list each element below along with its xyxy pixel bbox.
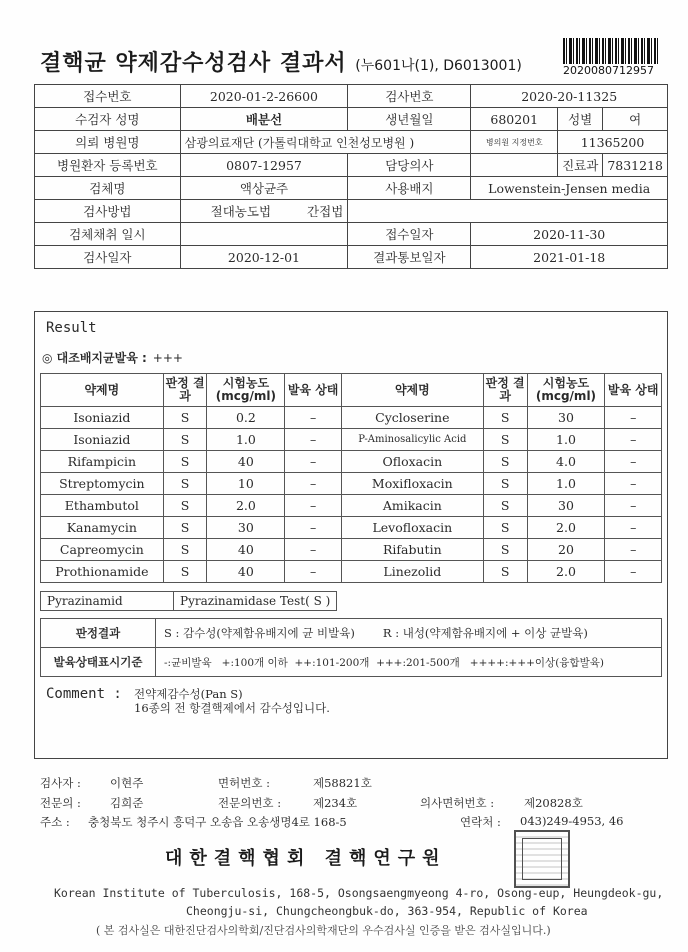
drug-result-left: S	[163, 561, 207, 583]
doctor-license: 제20828호	[524, 796, 583, 810]
header-result-right: 판정 결과	[483, 374, 527, 407]
contact-label: 연락처 :	[460, 815, 501, 829]
specimen: 액상균주	[180, 177, 348, 200]
drug-name-right: Moxifloxacin	[341, 473, 483, 495]
comment-heading: Comment :	[46, 686, 122, 702]
doctor	[471, 154, 558, 177]
drug-name-right: Amikacin	[341, 495, 483, 517]
title-text: 결핵균 약제감수성검사 결과서	[40, 51, 347, 76]
drug-growth-left: –	[285, 539, 342, 561]
drug-growth-right: –	[605, 495, 662, 517]
pyrazinamid-table	[40, 591, 337, 611]
drug-result-right: S	[483, 473, 527, 495]
header-growth-left: 발육 상태	[285, 374, 342, 407]
drug-conc-right: 1.0	[527, 429, 605, 451]
method-1: 절대농도법	[210, 204, 272, 219]
table-row	[41, 517, 662, 539]
drug-conc-right: 30	[527, 495, 605, 517]
receipt-no: 2020-01-2-26600	[180, 85, 348, 108]
comment-line-1: 전약제감수성(Pan S)	[134, 687, 243, 701]
drug-growth-left: –	[285, 451, 342, 473]
drug-conc-right: 2.0	[527, 561, 605, 583]
drug-growth-right: –	[605, 539, 662, 561]
drug-conc-left: 40	[207, 451, 285, 473]
drug-name-left: Ethambutol	[41, 495, 164, 517]
result-heading: Result	[46, 320, 97, 336]
judgement-text	[156, 619, 662, 648]
reg-no: 0807-12957	[180, 154, 348, 177]
legend-table	[40, 618, 662, 677]
table-row	[41, 429, 662, 451]
receive-label: 접수일자	[348, 223, 471, 246]
method-empty	[348, 200, 668, 223]
comment-line-2: 16종의 전 항결핵제에서 감수성입니다.	[134, 701, 330, 715]
drug-name-right: Cycloserine	[341, 407, 483, 429]
specialist-label: 전문의 :	[40, 796, 81, 810]
drug-name-left: Isoniazid	[41, 407, 164, 429]
drug-growth-right: –	[605, 517, 662, 539]
doctor-label: 담당의사	[348, 154, 471, 177]
test-date-label: 검사일자	[35, 246, 181, 269]
drug-name-right: Linezolid	[341, 561, 483, 583]
drug-result-left: S	[163, 407, 207, 429]
drug-result-right: S	[483, 451, 527, 473]
title-code: (누601나(1), D6013001)	[355, 58, 522, 74]
drug-name-left: Capreomycin	[41, 539, 164, 561]
drug-conc-left: 0.2	[207, 407, 285, 429]
receipt-no-label: 접수번호	[35, 85, 181, 108]
table-row	[41, 407, 662, 429]
drug-growth-left: –	[285, 473, 342, 495]
header-result-left: 판정 결과	[163, 374, 207, 407]
dept-label: 진료과	[558, 154, 603, 177]
medium-label: 사용배지	[348, 177, 471, 200]
drug-growth-right: –	[605, 451, 662, 473]
sex: 여	[603, 108, 668, 131]
english-address-line-1: Korean Institute of Tuberculosis, 168-5, Osongsaengmyeong 4-ro, Osong-eup, Heungdeok-gu,	[54, 886, 664, 900]
drug-name-left: Prothionamide	[41, 561, 164, 583]
patient-name: 배분선	[180, 108, 348, 131]
drug-result-right: S	[483, 407, 527, 429]
drug-name-right: P-Aminosalicylic Acid	[341, 429, 483, 451]
contact: 043)249-4953, 46	[520, 814, 624, 828]
drug-growth-right: –	[605, 561, 662, 583]
drug-conc-left: 30	[207, 517, 285, 539]
drug-name-right: Levofloxacin	[341, 517, 483, 539]
receive: 2020-11-30	[471, 223, 668, 246]
drug-result-left: S	[163, 539, 207, 561]
test-no-label: 검사번호	[348, 85, 471, 108]
drug-result-right: S	[483, 517, 527, 539]
drug-conc-right: 20	[527, 539, 605, 561]
drug-name-right: Ofloxacin	[341, 451, 483, 473]
sex-label: 성별	[558, 108, 603, 131]
report: 2021-01-18	[471, 246, 668, 269]
header-conc-left: 시험농도 (mcg/ml)	[207, 374, 285, 407]
barcode-number: 2020080712957	[563, 64, 654, 77]
drug-table	[40, 373, 662, 583]
judgement-r: R : 내성(약제함유배지에 + 이상 균발육)	[382, 626, 588, 640]
inst-code-label: 병의원 지정번호	[471, 131, 558, 154]
drug-result-left: S	[163, 451, 207, 473]
method-label: 검사방법	[35, 200, 181, 223]
test-no: 2020-20-11325	[471, 85, 668, 108]
header-growth-right: 발육 상태	[605, 374, 662, 407]
doctor-license-label: 의사면허번호 :	[420, 796, 495, 810]
specialist-no: 제234호	[313, 796, 358, 810]
drug-result-left: S	[163, 473, 207, 495]
header-drug-right: 약제명	[341, 374, 483, 407]
drug-growth-left: –	[285, 561, 342, 583]
english-address-line-2: Cheongju-si, Chungcheongbuk-do, 363-954, Republic of Korea	[186, 904, 588, 918]
dept: 7831218	[603, 154, 668, 177]
drug-growth-right: –	[605, 407, 662, 429]
drug-result-left: S	[163, 429, 207, 451]
judgement-label: 판정결과	[41, 619, 156, 648]
dob-label: 생년월일	[348, 108, 471, 131]
official-seal	[514, 830, 570, 888]
license-label: 면허번호 :	[218, 776, 270, 790]
drug-conc-right: 1.0	[527, 473, 605, 495]
specialist: 김희준	[110, 796, 144, 810]
drug-conc-left: 10	[207, 473, 285, 495]
pyrazinamid-label: Pyrazinamid	[41, 592, 174, 611]
certification-note: ( 본 검사실은 대한진단검사의학회/진단검사의학재단의 우수검사실 인증을 받은 검사실입니다.)	[96, 924, 551, 937]
table-row	[41, 451, 662, 473]
dob: 680201	[471, 108, 558, 131]
drug-growth-left: –	[285, 517, 342, 539]
table-row	[41, 473, 662, 495]
collect-label: 검체채취 일시	[35, 223, 181, 246]
drug-growth-left: –	[285, 429, 342, 451]
drug-result-right: S	[483, 561, 527, 583]
patient-label: 수검자 성명	[35, 108, 181, 131]
hospital-label: 의뢰 병원명	[35, 131, 181, 154]
drug-result-right: S	[483, 429, 527, 451]
drug-conc-right: 2.0	[527, 517, 605, 539]
drug-name-left: Kanamycin	[41, 517, 164, 539]
collect	[180, 223, 348, 246]
header-drug-left: 약제명	[41, 374, 164, 407]
drug-result-right: S	[483, 495, 527, 517]
drug-growth-right: –	[605, 429, 662, 451]
drug-name-left: Rifampicin	[41, 451, 164, 473]
inst-code: 11365200	[558, 131, 668, 154]
medium: Lowenstein-Jensen media	[471, 177, 668, 200]
drug-result-left: S	[163, 517, 207, 539]
table-row	[41, 561, 662, 583]
drug-result-right: S	[483, 539, 527, 561]
method	[180, 200, 348, 223]
report-label: 결과통보일자	[348, 246, 471, 269]
control-growth	[42, 349, 183, 366]
drug-growth-left: –	[285, 407, 342, 429]
drug-growth-left: –	[285, 495, 342, 517]
control-growth-label: ◎ 대조배지균발육 :	[42, 351, 147, 365]
drug-conc-left: 40	[207, 539, 285, 561]
pyrazinamid-value: Pyrazinamidase Test( S )	[174, 592, 337, 611]
header-conc-right: 시험농도 (mcg/ml)	[527, 374, 605, 407]
drug-conc-left: 1.0	[207, 429, 285, 451]
specimen-label: 검체명	[35, 177, 181, 200]
specialist-no-label: 전문의번호 :	[218, 796, 282, 810]
drug-name-left: Streptomycin	[41, 473, 164, 495]
drug-result-left: S	[163, 495, 207, 517]
growth-label: 발육상태표시기준	[41, 648, 156, 677]
license: 제58821호	[313, 776, 372, 790]
document-title	[40, 46, 522, 77]
method-2: 간접법	[307, 204, 344, 219]
address-label: 주소 :	[40, 815, 70, 829]
drug-conc-right: 4.0	[527, 451, 605, 473]
barcode	[563, 38, 660, 64]
judgement-s: S : 감수성(약제함유배지에 균 비발육)	[164, 626, 355, 640]
hospital: 삼광의료재단 (가톨릭대학교 인천성모병원 )	[180, 131, 471, 154]
drug-growth-right: –	[605, 473, 662, 495]
growth-text: -:균비발육 +:100개 이하 ++:101-200개 +++:201-500개 ++++:+++이상(융합발육)	[156, 648, 662, 677]
drug-conc-left: 40	[207, 561, 285, 583]
table-row	[41, 539, 662, 561]
drug-conc-left: 2.0	[207, 495, 285, 517]
tester-label: 검사자 :	[40, 776, 81, 790]
table-row	[41, 495, 662, 517]
tester: 이현주	[110, 776, 144, 790]
test-date: 2020-12-01	[180, 246, 348, 269]
reg-no-label: 병원환자 등록번호	[35, 154, 181, 177]
organization-name: 대한결핵협회 결핵연구원	[165, 848, 447, 869]
drug-name-right: Rifabutin	[341, 539, 483, 561]
drug-conc-right: 30	[527, 407, 605, 429]
address: 충청북도 청주시 흥덕구 오송읍 오송생명4로 168-5	[88, 815, 347, 829]
patient-info-table	[34, 84, 668, 269]
drug-name-left: Isoniazid	[41, 429, 164, 451]
control-growth-value: +++	[152, 351, 183, 365]
